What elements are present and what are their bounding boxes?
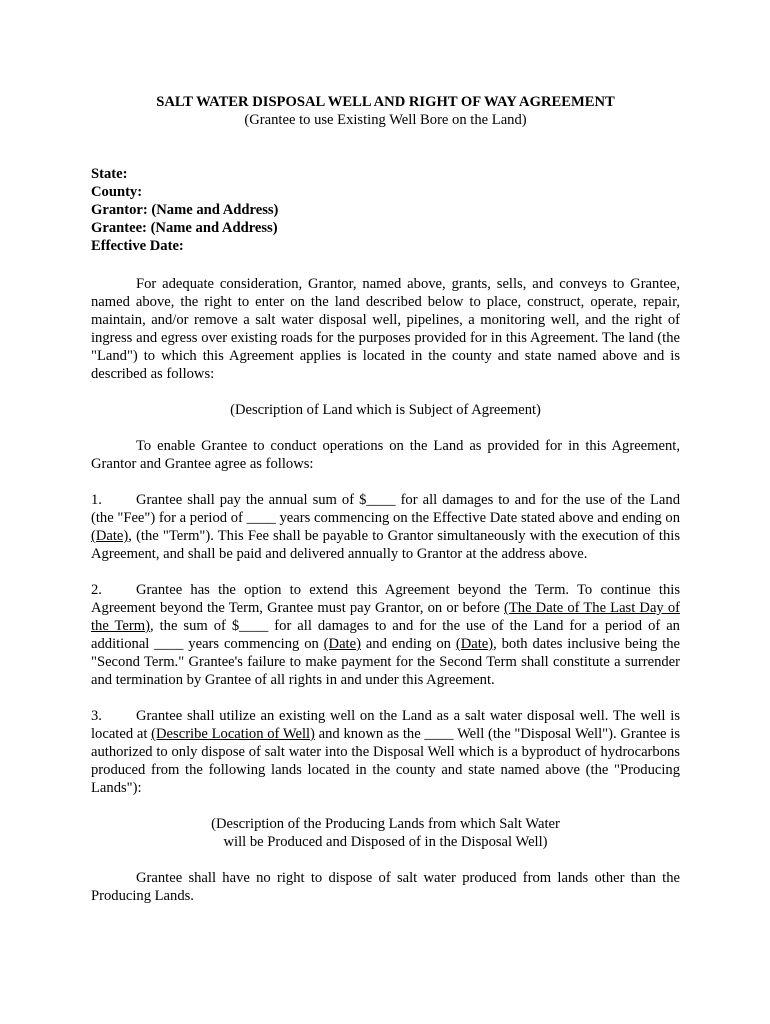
header-fields [91,165,680,255]
clause-1-text-b: , (the "Term"). This Fee shall be payable to Grantor simultaneously with the execution of this Agreement, and shall be paid and delivered annually to Grantor at the address above. [91,528,680,562]
clause-3-text-b: and known as the ____ Well (the "Disposal Well"). Grantee is authorized to only dispose of salt water into the Disposal Well which is a byproduct of hydrocarbons produced from the following lands located in the county and state named above (the "Producing Lands"): [91,726,680,796]
intro-paragraph: For adequate consideration, Grantor, named above, grants, sells, and conveys to Grantee, named above, the right to enter on the land described below to place, construct, operate, repair, maintain, and/or remove a salt water disposal well, pipelines, a monitoring well, and the right of ingress and egress over existing roads for the purposes provided for in this Agreement. The land (the "Land") to which this Agreement applies is located in the county and state named above and is described as follows: [91,276,680,382]
clause-2-text-b: , the sum of $____ for all damages to and for the use of the Land for a period of an additional ____ years commencing on [91,618,680,652]
effective-date-field: Effective Date: [91,238,184,254]
clause-3-well-location-placeholder: (Describe Location of Well) [151,726,315,742]
clause-2-text-a: Grantee has the option to extend this Agreement beyond the Term. To continue this Agreement beyond the Term, Grantee must pay Grantor, on or before [91,582,680,616]
grantor-field: Grantor: (Name and Address) [91,202,279,218]
clause-1-date-placeholder: (Date) [91,528,129,544]
document-title: SALT WATER DISPOSAL WELL AND RIGHT OF WAY AGREEMENT [156,94,615,110]
clause-1 [91,491,680,563]
clause-3-number: 3. [91,708,102,724]
clause-2-text-d: , both dates inclusive being the "Second Term." Grantee's failure to make payment for the Second Term shall constitute a surrender and termination by Grantee of all rights in and under this Agreement. [91,636,680,688]
clause-1-number: 1. [91,492,102,508]
clause-2-end-date-placeholder: (Date) [455,636,494,652]
final-paragraph: Grantee shall have no right to dispose of salt water produced from lands other than the Producing Lands. [91,870,680,904]
clause-1-text-a: Grantee shall pay the annual sum of $____ for all damages to and for the use of the Land (the "Fee") for a period of ____ years commencing on the Effective Date stated above and ending on [91,492,680,526]
clause-3 [91,707,680,797]
clause-2-last-day-placeholder: (The Date of The Last Day of the Term) [91,600,681,634]
clause-2-text-c: and ending on [360,636,456,652]
clause-3-text-a: Grantee shall utilize an existing well on the Land as a salt water disposal well. The well is located at [91,708,680,742]
producing-lands-line-1: (Description of the Producing Lands from which Salt Water [211,816,560,832]
state-field: State: [91,166,128,182]
county-field: County: [91,184,143,200]
grantee-field: Grantee: (Name and Address) [91,220,278,236]
clause-2 [91,581,680,689]
producing-lands-line-2: will be Produced and Disposed of in the Disposal Well) [223,834,548,850]
clause-2-number: 2. [91,582,102,598]
clause-2-start-date-placeholder: (Date) [323,636,361,652]
enable-paragraph: To enable Grantee to conduct operations on the Land as provided for in this Agreement, Grantor and Grantee agree as follows: [91,438,680,472]
land-description: (Description of Land which is Subject of Agreement) [230,402,541,418]
document-subtitle: (Grantee to use Existing Well Bore on the Land) [244,112,527,128]
document-page [91,93,680,905]
